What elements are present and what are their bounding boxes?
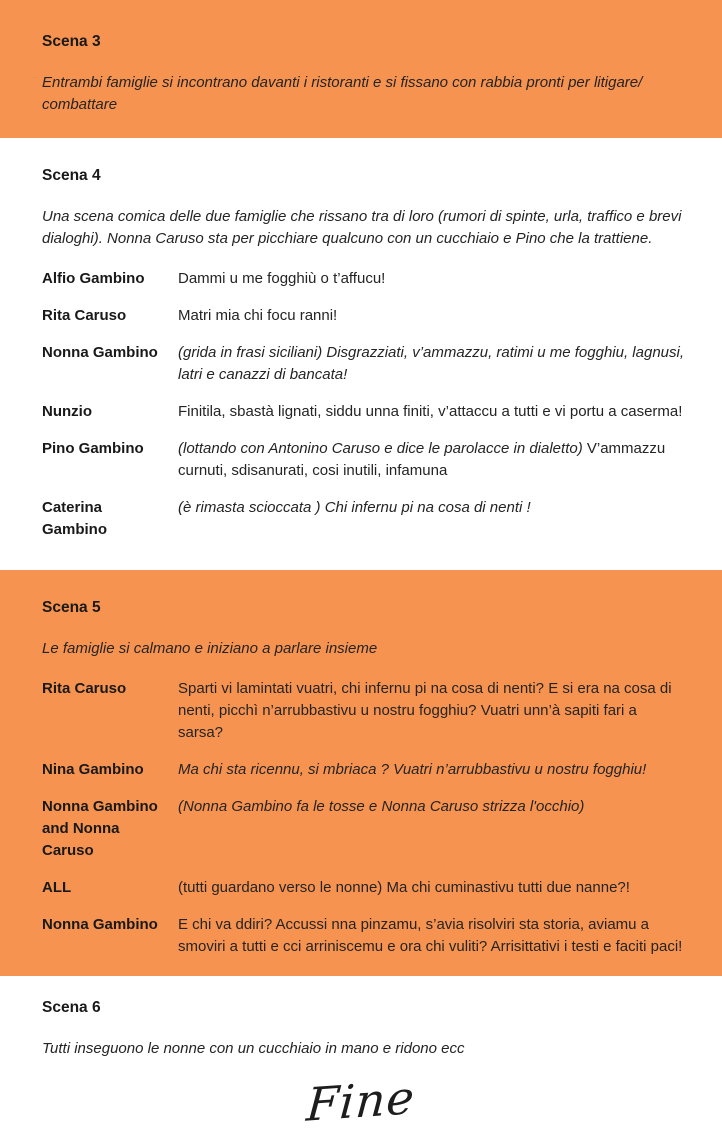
dialogue-text	[178, 438, 686, 482]
speaker-name: Nonna Gambino	[42, 916, 158, 933]
scene-5-dialogues	[42, 678, 686, 958]
dialogue-row	[42, 759, 686, 781]
dialogue-text	[178, 305, 686, 327]
speaker-name: Pino Gambino	[42, 440, 144, 457]
spoken-text: V’ammazzu curnuti, sdisanurati, cosi inutili, infamuna	[178, 440, 666, 479]
dialogue-row	[42, 796, 686, 862]
scene-3-description: Entrambi famiglie si incontrano davanti i ristoranti e si fissano con rabbia pronti per litigare/ combattare	[42, 74, 643, 113]
scene-5-description: Le famiglie si calmano e iniziano a parlare insieme	[42, 640, 378, 657]
dialogue-row	[42, 305, 686, 327]
dialogue-row	[42, 342, 686, 386]
fine-handwriting: Fine	[304, 1070, 418, 1132]
speaker-name: ALL	[42, 879, 72, 896]
speaker-name: Nina Gambino	[42, 761, 144, 778]
dialogue-text	[178, 497, 686, 541]
speaker-name: Rita Caruso	[42, 307, 127, 324]
scene-5-title: Scena 5	[42, 599, 101, 616]
dialogue-text	[178, 914, 686, 958]
scene-4-section	[0, 138, 722, 570]
dialogue-text	[178, 759, 686, 781]
dialogue-row	[42, 914, 686, 958]
speaker-name: Rita Caruso	[42, 680, 127, 697]
speaker-name: Alfio Gambino	[42, 270, 145, 287]
speaker-name: Caterina Gambino	[42, 499, 108, 538]
dialogue-row	[42, 497, 686, 541]
scene-4-description: Una scena comica delle due famiglie che rissano tra di loro (rumori di spinte, urla, traffico e brevi dialoghi). Nonna Caruso sta per picchiare qualcuno con un cucchiaio e Pino che la trattiene.	[42, 208, 682, 247]
scene-3-banner	[0, 0, 722, 138]
dialogue-text	[178, 877, 686, 899]
spoken-text: Matri mia chi focu ranni!	[178, 307, 338, 324]
scene-6-description: Tutti inseguono le nonne con un cucchiaio in mano e ridono ecc	[42, 1040, 465, 1057]
spoken-text: E chi va ddiri? Accussi nna pinzamu, s’avia risolviri sta storia, aviamu a smoviri a tutti e cci arriniscemu e ora chi vuliti? Arrisittativi i testi e faciti paci!	[178, 916, 683, 955]
spoken-text: (tutti guardano verso le nonne) Ma chi cuminastivu tutti due nanne?!	[178, 879, 630, 896]
dialogue-text	[178, 342, 686, 386]
stage-direction: (Nonna Gambino fa le tosse e Nonna Caruso strizza l'occhio)	[178, 798, 585, 815]
scene-6-title: Scena 6	[42, 999, 101, 1016]
dialogue-row	[42, 678, 686, 744]
stage-direction: Ma chi sta ricennu, si mbriaca ? Vuatri n’arrubbastivu u nostru fogghiu!	[178, 761, 647, 778]
dialogue-text	[178, 268, 686, 290]
stage-direction: (grida in frasi siciliani) Disgrazziati, v’ammazzu, ratimi u me fogghiu, lagnusi, latri e canazzi di bancata!	[178, 344, 685, 383]
speaker-name: Nonna Gambino and Nonna Caruso	[42, 798, 158, 859]
ending-area	[0, 1070, 722, 1132]
spoken-text: Sparti vi lamintati vuatri, chi infernu pi na cosa di nenti? E si era na cosa di nenti, picchì n’arrubbastivu u nostru fogghiu? Vuatri unn’à sapiti fari a sarsa?	[178, 680, 672, 741]
scene-4-title: Scena 4	[42, 167, 101, 184]
dialogue-row	[42, 877, 686, 899]
dialogue-text	[178, 401, 686, 423]
spoken-text: Finitila, sbastà lignati, siddu unna finiti, v’attaccu a tutti e vi portu a caserma!	[178, 403, 683, 420]
dialogue-text	[178, 678, 686, 744]
scene-3-title: Scena 3	[42, 33, 101, 50]
spoken-text: Dammi u me fogghiù o t’affucu!	[178, 270, 386, 287]
stage-direction: (è rimasta scioccata ) Chi infernu pi na cosa di nenti !	[178, 499, 531, 516]
speaker-name: Nunzio	[42, 403, 92, 420]
dialogue-text	[178, 796, 686, 862]
speaker-name: Nonna Gambino	[42, 344, 158, 361]
dialogue-row	[42, 268, 686, 290]
dialogue-row	[42, 438, 686, 482]
scene-6-section	[0, 976, 722, 1060]
dialogue-row	[42, 401, 686, 423]
scene-5-banner	[0, 570, 722, 976]
stage-direction: (lottando con Antonino Caruso e dice le parolacce in dialetto)	[178, 440, 583, 457]
scene-4-dialogues	[42, 268, 686, 541]
